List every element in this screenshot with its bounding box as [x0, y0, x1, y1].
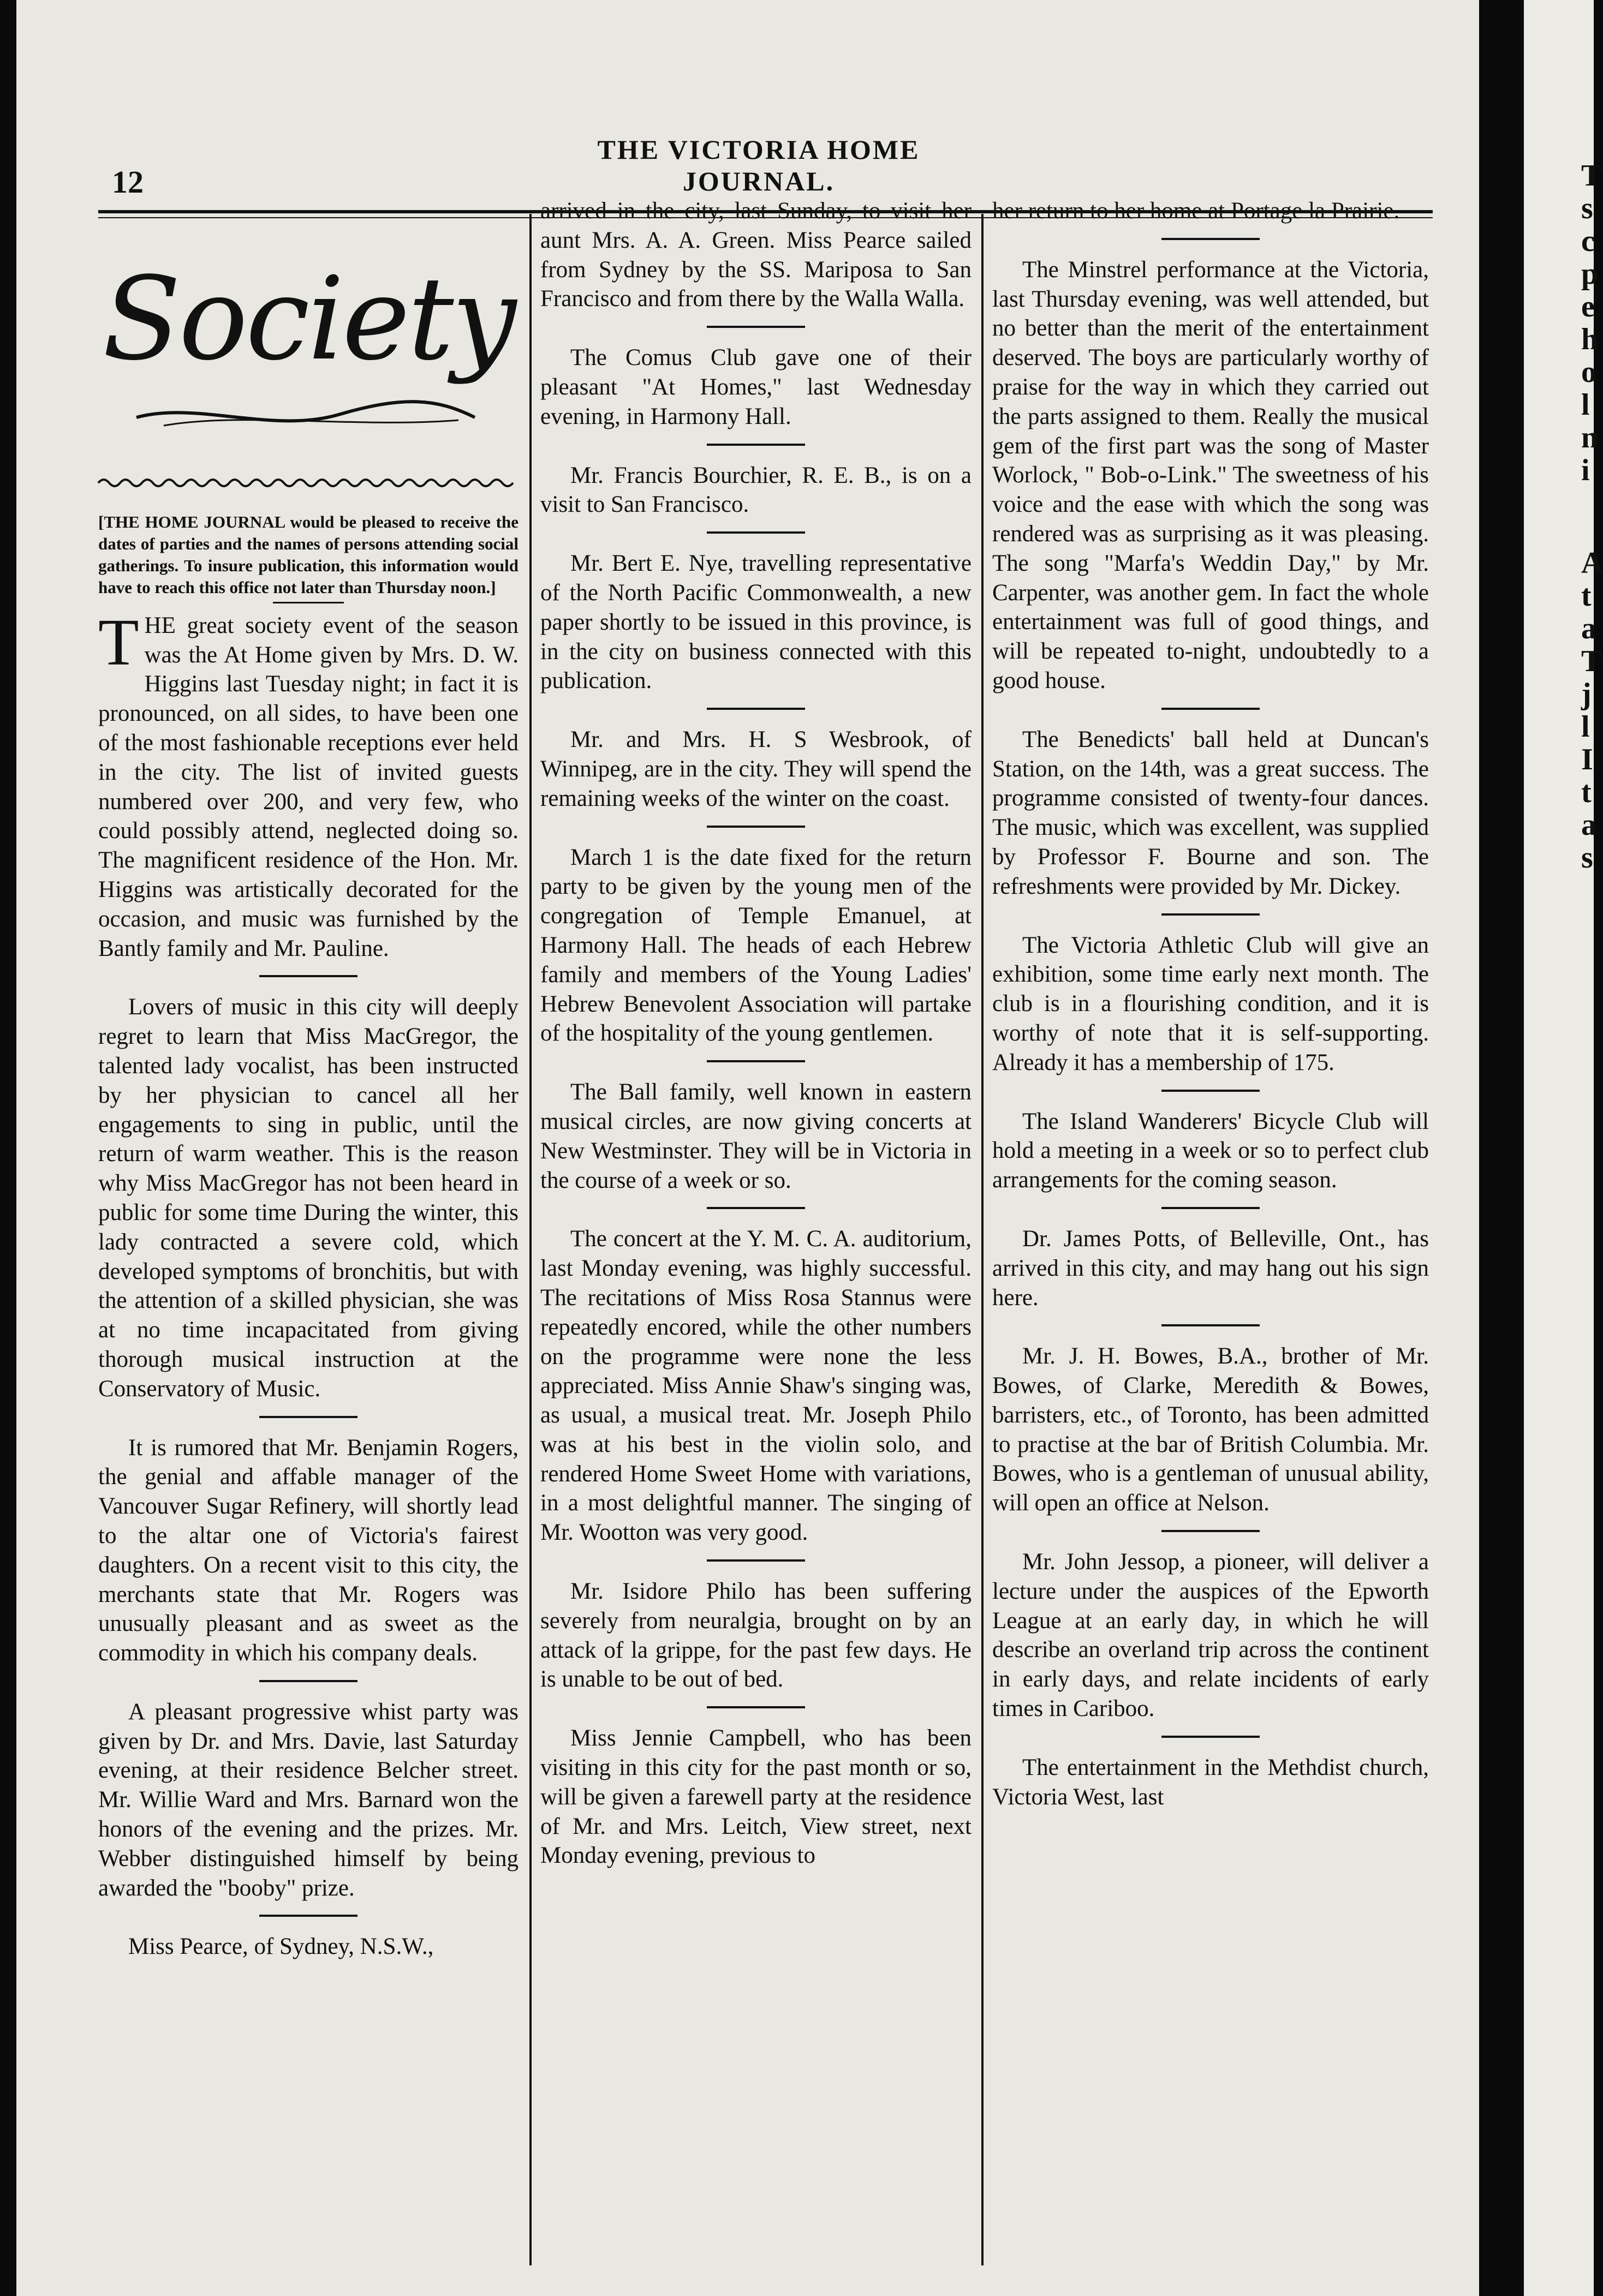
- news-item: The Ball family, well known in eastern musical circles, are now giving concerts at New Westminster. They will be in Victoria in the course of a week or so.: [540, 1079, 972, 1193]
- news-item: It is rumored that Mr. Benjamin Rogers, the genial and affable manager of the Vancouver Sugar Refinery, will shortly lead to the altar one of Victoria's fairest daughters. On a recent visit to this city, the merchants state that Mr. Rogers was unusually pleasant and as sweet as the commodity in which his company deals.: [98, 1434, 519, 1666]
- separator-rule: [707, 531, 805, 534]
- separator-rule: [707, 326, 805, 328]
- drop-cap: T: [98, 605, 139, 679]
- edge-letter: t: [1581, 579, 1592, 613]
- separator-rule: [1161, 1090, 1260, 1092]
- adjacent-page-edge: [1524, 0, 1603, 2296]
- lead-article-text: HE great society event of the season was the At Home given by Mrs. D. W. Higgins last Tuesday night; in fact it is pronounced, on all sides, to have been one of the most fashionable receptions ever held in the city. The list of invited guests numbered over 200, and very few, who could possibly attend, neglected doing so. The magnificent residence of the Hon. Mr. Higgins was artistically decorated for the occasion, and music was furnished by the Bantly family and Mr. Pauline.: [98, 612, 519, 961]
- edge-letter: l: [1581, 388, 1590, 422]
- news-item: The Island Wanderers' Bicycle Club will hold a meeting in a week or so to perfect club arrangements for the coming season.: [992, 1108, 1429, 1193]
- edge-letter: T: [1581, 159, 1602, 193]
- edge-letter: s: [1581, 841, 1593, 875]
- edge-letter: a: [1581, 612, 1596, 645]
- edge-letter: p: [1581, 257, 1599, 291]
- edge-letter: i: [1581, 453, 1590, 487]
- wavy-divider: [98, 472, 519, 494]
- news-item: A pleasant progressive whist party was given by Dr. and Mrs. Davie, last Saturday evening, at their residence Belcher street. Mr. Willie Ward and Mrs. Barnard won the honors of the evening and the prizes. Mr. Webber distinguished himself by being awarded the "booby" prize.: [98, 1699, 519, 1901]
- separator-rule: [1161, 913, 1260, 916]
- flourish-ornament: [131, 396, 480, 434]
- column-divider: [981, 214, 984, 2265]
- separator-rule: [259, 975, 357, 977]
- column-divider: [529, 214, 532, 2265]
- newspaper-page: [16, 0, 1479, 2296]
- news-item: Miss Pearce, of Sydney, N.S.W.,: [128, 1934, 434, 1960]
- society-masthead: [98, 237, 519, 467]
- separator-rule: [273, 602, 344, 603]
- edge-letter: s: [1581, 192, 1593, 225]
- news-item: March 1 is the date fixed for the return party to be given by the young men of the congregation of Temple Emanuel, at Harmony Hall. The heads of each Hebrew family and members of the Young Ladies' Hebrew Benevolent Association will partake of the hospitality of the young gentlemen.: [540, 844, 972, 1047]
- news-item: Miss Jennie Campbell, who has been visiting in this city for the past month or so, will be given a farewell party at the residence of Mr. and Mrs. Leitch, View street, next Monday evening, previous to: [540, 1725, 972, 1869]
- separator-rule: [1161, 238, 1260, 240]
- separator-rule: [1161, 708, 1260, 710]
- news-item: The Comus Club gave one of their pleasant "At Homes," last Wednesday evening, in Harmony Hall.: [540, 345, 972, 429]
- separator-rule: [707, 708, 805, 710]
- news-item: Mr. Francis Bourchier, R. E. B., is on a visit to San Francisco.: [540, 462, 972, 518]
- column-1: [98, 216, 519, 2283]
- separator-rule: [707, 444, 805, 446]
- news-item: her return to her home at Portage la Prairie.: [992, 198, 1400, 224]
- edge-letter: e: [1581, 290, 1595, 324]
- column-3: [992, 196, 1429, 2264]
- edge-letter: l: [1581, 710, 1590, 744]
- edge-letter: j: [1581, 677, 1592, 711]
- news-item: The Minstrel performance at the Victoria, last Thursday evening, was well attended, but no better than the merit of the entertainment deserved. The boys are particularly worthy of praise for the way in which they carried out the parts assigned to them. Really the musical gem of the first part was the song of Master Worlock, " Bob-o-Link." The sweetness of his voice and the ease with which the song was rendered was as surprising as it was pleasing. The song "Marfa's Weddin Day," by Mr. Carpenter, was another gem. In fact the whole entertainment was full of good things, and will be repeated to-night, undoubtedly to a good house.: [992, 256, 1429, 693]
- news-item: Mr. John Jessop, a pioneer, will deliver a lecture under the auspices of the Epworth League at an early day, in which he will describe an overland trip across the continent in early days, and relate incidents of early times in Cariboo.: [992, 1549, 1429, 1722]
- edge-letter: c: [1581, 224, 1595, 258]
- news-item: arrived in the city, last Sunday, to visit her aunt Mrs. A. A. Green. Miss Pearce sailed from Sydney by the SS. Mariposa to San Francisco and from there by the Walla Walla.: [540, 198, 972, 312]
- separator-rule: [707, 1559, 805, 1562]
- separator-rule: [1161, 1324, 1260, 1326]
- news-item: Lovers of music in this city will deeply regret to learn that Miss MacGregor, the talented lady vocalist, has been instructed by her physician to cancel all her engagements to sing in public, until the return of warm weather. This is the reason why Miss MacGregor has not been heard in public for some time During the winter, this lady contracted a severe cold, which developed symptoms of bronchitis, but with the attention of a skilled physician, she was at no time incapacitated from giving thorough musical instruction at the Conservatory of Music.: [98, 994, 519, 1402]
- separator-rule: [259, 1680, 357, 1682]
- news-item: Mr. and Mrs. H. S Wesbrook, of Winnipeg, are in the city. They will spend the remaining weeks of the winter on the coast.: [540, 727, 972, 811]
- edge-letter: a: [1581, 808, 1596, 842]
- separator-rule: [1161, 1207, 1260, 1209]
- edge-letter: o: [1581, 355, 1596, 389]
- separator-rule: [1161, 1736, 1260, 1738]
- news-item: Dr. James Potts, of Belleville, Ont., has arrived in this city, and may hang out his sign here.: [992, 1225, 1429, 1311]
- submission-notice: [THE HOME JOURNAL would be pleased to receive the dates of parties and the names of persons attending social gatherings. To insure publication, this information would have to reach this office not later than Thursday noon.]: [98, 512, 519, 597]
- page-number: 12: [112, 164, 144, 200]
- column-2: [540, 196, 972, 2264]
- separator-rule: [707, 1060, 805, 1062]
- news-item: The concert at the Y. M. C. A. auditorium, last Monday evening, was highly successful. The recitations of Miss Rosa Stannus were repeatedly encored, while the other numbers on the programme were none the less appreciated. Miss Annie Shaw's singing was, as usual, a musical treat. Mr. Joseph Philo was at his best in the violin solo, and rendered Home Sweet Home with variations, in a most delightful manner. The singing of Mr. Wootton was very good.: [540, 1226, 972, 1546]
- news-item: Mr. J. H. Bowes, B.A., brother of Mr. Bowes, of Clarke, Meredith & Bowes, barristers, etc., of Toronto, has been admitted to practise at the bar of British Columbia. Mr. Bowes, who is a gentleman of unusual ability, will open an office at Nelson.: [992, 1343, 1429, 1516]
- separator-rule: [707, 826, 805, 828]
- edge-letter: T: [1581, 644, 1602, 678]
- edge-letter: t: [1581, 775, 1592, 809]
- news-item: The entertainment in the Methdist church, Victoria West, last: [992, 1754, 1429, 1810]
- journal-title: THE VICTORIA HOME JOURNAL.: [597, 134, 920, 196]
- separator-rule: [707, 1706, 805, 1708]
- section-title: Society: [102, 252, 515, 386]
- news-item: The Benedicts' ball held at Duncan's Station, on the 14th, was a great success. The programme consisted of twenty-four dances. The music, which was excellent, was supplied by Professor F. Bourne and son. The refreshments were provided by Mr. Dickey.: [992, 726, 1429, 899]
- separator-rule: [259, 1416, 357, 1418]
- separator-rule: [259, 1915, 357, 1917]
- edge-letter: I: [1581, 743, 1593, 776]
- edge-letter: n: [1581, 421, 1599, 455]
- edge-letter: A: [1581, 546, 1603, 580]
- lead-article: [98, 605, 519, 964]
- separator-rule: [1161, 1530, 1260, 1532]
- news-item: The Victoria Athletic Club will give an exhibition, some time early next month. The club is in a flourishing condition, and it is worthy of note that it is self-supporting. Already it has a membership of 175.: [992, 932, 1429, 1075]
- news-item: Mr. Bert E. Nye, travelling representative of the North Pacific Commonwealth, a new paper shortly to be issued in this province, is in the city on business connected with this publication.: [540, 551, 972, 694]
- news-item: Mr. Isidore Philo has been suffering severely from neuralgia, brought on by an attack of la grippe, for the past few days. He is unable to be out of bed.: [540, 1578, 972, 1693]
- separator-rule: [707, 1207, 805, 1209]
- edge-letter: h: [1581, 322, 1599, 356]
